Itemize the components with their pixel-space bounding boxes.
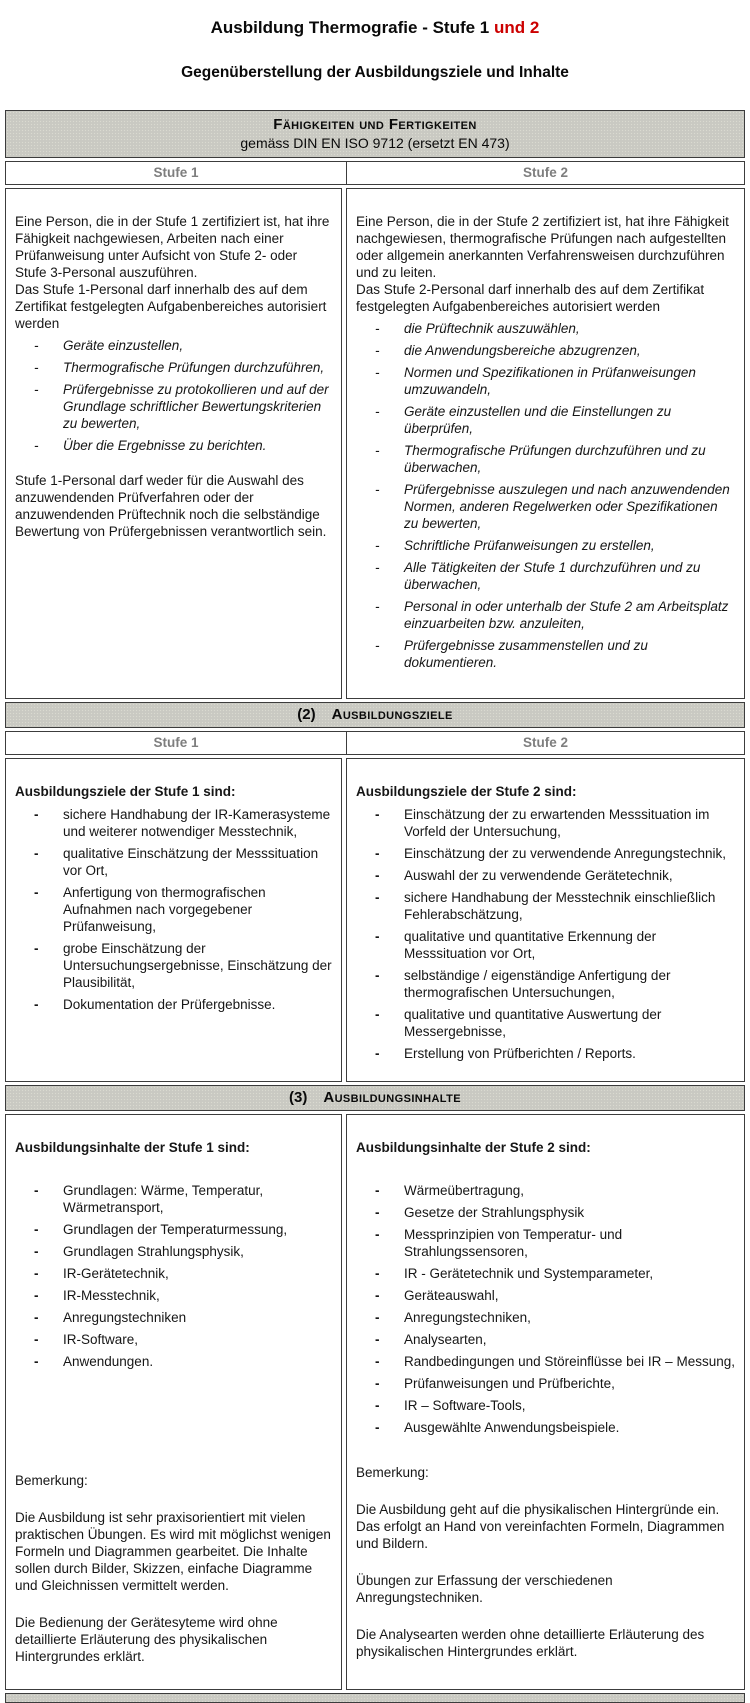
dash-bullet-icon	[34, 1309, 39, 1326]
dash-bullet-icon	[375, 1419, 380, 1436]
dash-bullet-icon	[375, 967, 380, 984]
list-item	[15, 884, 332, 935]
list-item	[15, 1265, 332, 1282]
list-item	[356, 537, 735, 554]
list-item-text: Über die Ergebnisse zu berichten.	[63, 438, 267, 453]
list-item-text: Grundlagen Strahlungsphysik,	[63, 1244, 244, 1259]
section3-stufe2-cell	[346, 1114, 745, 1690]
comparison-table	[5, 110, 745, 1703]
page-title	[0, 18, 750, 38]
list-item	[356, 1006, 735, 1040]
list-item-text: qualitative Einschätzung der Messsituation vor Ort,	[63, 846, 319, 878]
list-item	[15, 1331, 332, 1348]
list-item-text: Wärmeübertragung,	[404, 1183, 525, 1198]
paragraph: Eine Person, die in der Stufe 2 zertifiziert ist, hat ihre Fähigkeit nachgewiesen, thermografische Prüfungen nach aufgestellten oder allgemein anerkannten Verfahrensweisen durchzuführen und zu leiten.	[356, 214, 729, 280]
list-item	[356, 806, 735, 840]
section3-stufe1-list	[15, 1182, 332, 1370]
list-item	[15, 337, 332, 354]
list-item	[356, 1331, 735, 1348]
paragraph: Stufe 1-Personal darf weder für die Auswahl des anzuwendenden Prüfverfahren oder der anzuwendenden Prüftechnik noch die selbständige Bewertung von Prüfergebnissen verantwortlich sein.	[15, 473, 327, 539]
dash-bullet-icon	[375, 320, 380, 337]
section1-band-title: Fähigkeiten und Fertigkeiten	[273, 116, 477, 133]
list-item-text: Alle Tätigkeiten der Stufe 1 durchzuführen und zu überwachen,	[404, 560, 701, 592]
column-header-stufe2: Stufe 2	[522, 735, 568, 750]
list-item-text: IR-Gerätetechnik,	[63, 1266, 169, 1281]
dash-bullet-icon	[34, 1221, 39, 1238]
list-item-text: Auswahl der zu verwendende Gerätetechnik,	[404, 868, 673, 883]
dash-bullet-icon	[375, 364, 380, 381]
dash-bullet-icon	[34, 845, 39, 862]
list-item-text: sichere Handhabung der IR-Kamerasysteme und weiterer notwendiger Messtechnik,	[63, 807, 331, 839]
list-item	[356, 1265, 735, 1282]
dash-bullet-icon	[375, 559, 380, 576]
list-item	[356, 637, 735, 671]
dash-bullet-icon	[375, 889, 380, 906]
list-item	[356, 1375, 735, 1392]
list-item	[356, 481, 735, 532]
list-item-text: die Prüftechnik auszuwählen,	[404, 321, 580, 336]
dash-bullet-icon	[34, 381, 39, 398]
list-item	[356, 928, 735, 962]
dash-bullet-icon	[34, 1265, 39, 1282]
list-item	[15, 1243, 332, 1260]
list-item-text: qualitative und quantitative Erkennung der Messsituation vor Ort,	[404, 929, 657, 961]
list-item-text: IR-Messtechnik,	[63, 1288, 160, 1303]
list-item	[15, 1221, 332, 1238]
section2-content-row	[5, 758, 745, 1082]
dash-bullet-icon	[375, 598, 380, 615]
list-item	[356, 1309, 735, 1326]
section1-column-header-row	[5, 161, 745, 185]
list-item-text: qualitative und quantitative Auswertung der Messergebnisse,	[404, 1007, 662, 1039]
dash-bullet-icon	[375, 481, 380, 498]
section3-content-row	[5, 1114, 745, 1690]
dash-bullet-icon	[375, 403, 380, 420]
list-item	[356, 1419, 735, 1436]
note-paragraph: Die Ausbildung ist sehr praxisorientiert mit vielen praktischen Übungen. Es wird mit möglichst wenigen Formeln und Diagrammen gearbeitet. Die Inhalte sollen durch Bilder, Skizzen, einfache Diagramme und Gleichnissen vermittelt werden.	[15, 1510, 331, 1593]
dash-bullet-icon	[34, 1243, 39, 1260]
section2-stufe2-list	[356, 806, 735, 1062]
list-item	[15, 940, 332, 991]
dash-bullet-icon	[375, 342, 380, 359]
list-item	[15, 996, 332, 1013]
list-item	[356, 1226, 735, 1260]
list-item	[356, 967, 735, 1001]
dash-bullet-icon	[375, 1287, 380, 1304]
list-item	[356, 403, 735, 437]
dash-bullet-icon	[375, 442, 380, 459]
list-item-text: Anfertigung von thermografischen Aufnahmen nach vorgegebener Prüfanweisung,	[63, 885, 266, 934]
list-item-text: Anregungstechniken,	[404, 1310, 531, 1325]
section3-header-band	[5, 1085, 745, 1111]
list-item-text: Prüfanweisungen und Prüfberichte,	[404, 1376, 615, 1391]
list-item-text: Randbedingungen und Störeinflüsse bei IR – Messung,	[404, 1354, 735, 1369]
list-item	[15, 845, 332, 879]
note-paragraph: Die Ausbildung geht auf die physikalischen Hintergründe ein. Das erfolgt an Hand von vereinfachten Formeln, Diagrammen und Bildern.	[356, 1502, 725, 1551]
list-item-text: Gesetze der Strahlungsphysik	[404, 1205, 585, 1220]
dash-bullet-icon	[375, 806, 380, 823]
list-item	[356, 598, 735, 632]
dash-bullet-icon	[375, 1353, 380, 1370]
dash-bullet-icon	[375, 1045, 380, 1062]
list-item-text: Einschätzung der zu verwendende Anregungstechnik,	[404, 846, 726, 861]
dash-bullet-icon	[375, 1182, 380, 1199]
note-label: Bemerkung:	[15, 1473, 88, 1488]
list-item	[15, 1309, 332, 1326]
list-item-text: selbständige / eigenständige Anfertigung der thermografischen Untersuchungen,	[404, 968, 671, 1000]
list-item-text: IR - Gerätetechnik und Systemparameter,	[404, 1266, 654, 1281]
section1-content-row	[5, 188, 745, 699]
section1-header-band	[5, 110, 745, 158]
note-paragraph: Übungen zur Erfassung der verschiedenen Anregungstechniken.	[356, 1573, 613, 1605]
list-item	[356, 559, 735, 593]
dash-bullet-icon	[375, 928, 380, 945]
paragraph: Das Stufe 1-Personal darf innerhalb des auf dem Zertifikat festgelegten Aufgabenbereiches autorisiert werden	[15, 282, 327, 331]
section1-stufe2-list	[356, 320, 735, 671]
dash-bullet-icon	[34, 359, 39, 376]
section1-stufe2-cell	[346, 188, 745, 699]
list-item	[356, 867, 735, 884]
list-item-text: Grundlagen: Wärme, Temperatur, Wärmetransport,	[63, 1183, 264, 1215]
dash-bullet-icon	[375, 1331, 380, 1348]
section2-stufe2-cell	[346, 758, 745, 1082]
column-header-stufe1: Stufe 1	[6, 732, 347, 754]
section2-band-number: (2)	[297, 706, 316, 723]
dash-bullet-icon	[375, 1006, 380, 1023]
list-item-text: Normen und Spezifikationen in Prüfanweisungen umzuwandeln,	[404, 365, 696, 397]
cell-heading: Ausbildungsinhalte der Stufe 2 sind:	[356, 1140, 591, 1155]
dash-bullet-icon	[34, 884, 39, 901]
dash-bullet-icon	[375, 867, 380, 884]
column-header-stufe2: Stufe 2	[522, 165, 568, 180]
list-item-text: Prüfergebnisse zusammenstellen und zu dokumentieren.	[404, 638, 648, 670]
section2-band-title: Ausbildungsziele	[331, 706, 453, 723]
list-item-text: IR-Software,	[63, 1332, 139, 1347]
list-item	[356, 1045, 735, 1062]
dash-bullet-icon	[375, 1309, 380, 1326]
dash-bullet-icon	[34, 806, 39, 823]
section1-stufe1-list	[15, 337, 332, 454]
dash-bullet-icon	[34, 1353, 39, 1370]
list-item-text: Ausgewählte Anwendungsbeispiele.	[404, 1420, 620, 1435]
list-item-text: Dokumentation der Prüfergebnisse.	[63, 997, 276, 1012]
list-item	[356, 1397, 735, 1414]
section1-band-subtitle: gemäss DIN EN ISO 9712 (ersetzt EN 473)	[240, 135, 510, 151]
bottom-band-cutoff	[5, 1693, 745, 1703]
cell-heading: Ausbildungsinhalte der Stufe 1 sind:	[15, 1140, 250, 1155]
list-item-text: Anregungstechniken	[63, 1310, 187, 1325]
dash-bullet-icon	[34, 1182, 39, 1199]
note-paragraph: Die Analysearten werden ohne detaillierte Erläuterung des physikalischen Hintergrundes erklärt.	[356, 1627, 705, 1659]
list-item	[356, 1353, 735, 1370]
list-item	[356, 320, 735, 337]
list-item-text: sichere Handhabung der Messtechnik einschließlich Fehlerabschätzung,	[404, 890, 716, 922]
list-item-text: Prüfergebnisse auszulegen und nach anzuwendenden Normen, anderen Regelwerken oder Spezifikationen zu bewerten,	[404, 482, 730, 531]
note-paragraph: Die Bedienung der Gerätesyteme wird ohne detaillierte Erläuterung des physikalischen Hintergrundes erklärt.	[15, 1615, 278, 1664]
list-item-text: Prüfergebnisse zu protokollieren und auf der Grundlage schriftlicher Bewertungskriterien zu bewerten,	[63, 382, 329, 431]
dash-bullet-icon	[375, 1397, 380, 1414]
section2-header-band	[5, 702, 745, 728]
paragraph: Das Stufe 2-Personal darf innerhalb des auf dem Zertifikat festgelegten Aufgabenbereiches autorisiert werden	[356, 282, 705, 314]
list-item-text: Analysearten,	[404, 1332, 487, 1347]
list-item-text: Thermografische Prüfungen durchzuführen,	[63, 360, 325, 375]
dash-bullet-icon	[375, 1226, 380, 1243]
paragraph: Eine Person, die in der Stufe 1 zertifiziert ist, hat ihre Fähigkeit nachgewiesen, Arbeiten nach einer Prüfanweisung unter Aufsicht von Stufe 2- oder Stufe 3-Personal auszuführen.	[15, 214, 330, 280]
list-item-text: Geräte einzustellen und die Einstellungen zu überprüfen,	[404, 404, 672, 436]
list-item-text: Messprinzipien von Temperatur- und Strahlungssensoren,	[404, 1227, 623, 1259]
list-item-text: die Anwendungsbereiche abzugrenzen,	[404, 343, 641, 358]
list-item	[356, 1182, 735, 1199]
dash-bullet-icon	[375, 537, 380, 554]
list-item	[15, 806, 332, 840]
list-item-text: grobe Einschätzung der Untersuchungsergebnisse, Einschätzung der Plausibilität,	[63, 941, 332, 990]
list-item-text: Schriftliche Prüfanweisungen zu erstellen,	[404, 538, 655, 553]
dash-bullet-icon	[34, 940, 39, 957]
list-item-text: Erstellung von Prüfberichten / Reports.	[404, 1046, 636, 1061]
list-item	[356, 342, 735, 359]
dash-bullet-icon	[34, 1331, 39, 1348]
section2-stufe1-list	[15, 806, 332, 1013]
list-item-text: Personal in oder unterhalb der Stufe 2 am Arbeitsplatz einzuarbeiten bzw. anzuleiten,	[404, 599, 729, 631]
section3-band-number: (3)	[289, 1089, 308, 1106]
list-item	[356, 364, 735, 398]
dash-bullet-icon	[34, 996, 39, 1013]
section2-stufe1-cell	[5, 758, 342, 1082]
list-item-text: Grundlagen der Temperaturmessung,	[63, 1222, 288, 1237]
note-label: Bemerkung:	[356, 1465, 429, 1480]
dash-bullet-icon	[375, 1204, 380, 1221]
section3-stufe2-list	[356, 1182, 735, 1436]
list-item	[15, 359, 332, 376]
dash-bullet-icon	[375, 845, 380, 862]
page-title-main: Ausbildung Thermografie - Stufe 1	[210, 18, 490, 37]
dash-bullet-icon	[34, 437, 39, 454]
list-item	[15, 381, 332, 432]
cell-heading: Ausbildungsziele der Stufe 1 sind:	[15, 784, 236, 799]
dash-bullet-icon	[375, 1265, 380, 1282]
list-item	[15, 1182, 332, 1216]
list-item	[356, 889, 735, 923]
page-title-highlight: und 2	[494, 18, 540, 37]
list-item	[356, 442, 735, 476]
list-item	[356, 1287, 735, 1304]
section3-band-title: Ausbildungsinhalte	[323, 1089, 461, 1106]
column-header-stufe1: Stufe 1	[6, 162, 347, 184]
section3-stufe1-cell	[5, 1114, 342, 1690]
page-subtitle: Gegenüberstellung der Ausbildungsziele und Inhalte	[181, 64, 569, 81]
list-item-text: Geräteauswahl,	[404, 1288, 499, 1303]
list-item	[15, 1353, 332, 1370]
list-item-text: Thermografische Prüfungen durchzuführen und zu überwachen,	[404, 443, 706, 475]
list-item-text: Geräte einzustellen,	[63, 338, 184, 353]
list-item-text: IR – Software-Tools,	[404, 1398, 526, 1413]
list-item	[15, 437, 332, 454]
list-item	[356, 1204, 735, 1221]
dash-bullet-icon	[34, 337, 39, 354]
cell-heading: Ausbildungsziele der Stufe 2 sind:	[356, 784, 577, 799]
list-item-text: Anwendungen.	[63, 1354, 154, 1369]
list-item	[356, 845, 735, 862]
dash-bullet-icon	[34, 1287, 39, 1304]
section2-column-header-row	[5, 731, 745, 755]
dash-bullet-icon	[375, 637, 380, 654]
section1-stufe1-cell	[5, 188, 342, 699]
dash-bullet-icon	[375, 1375, 380, 1392]
list-item	[15, 1287, 332, 1304]
list-item-text: Einschätzung der zu erwartenden Messsituation im Vorfeld der Untersuchung,	[404, 807, 710, 839]
